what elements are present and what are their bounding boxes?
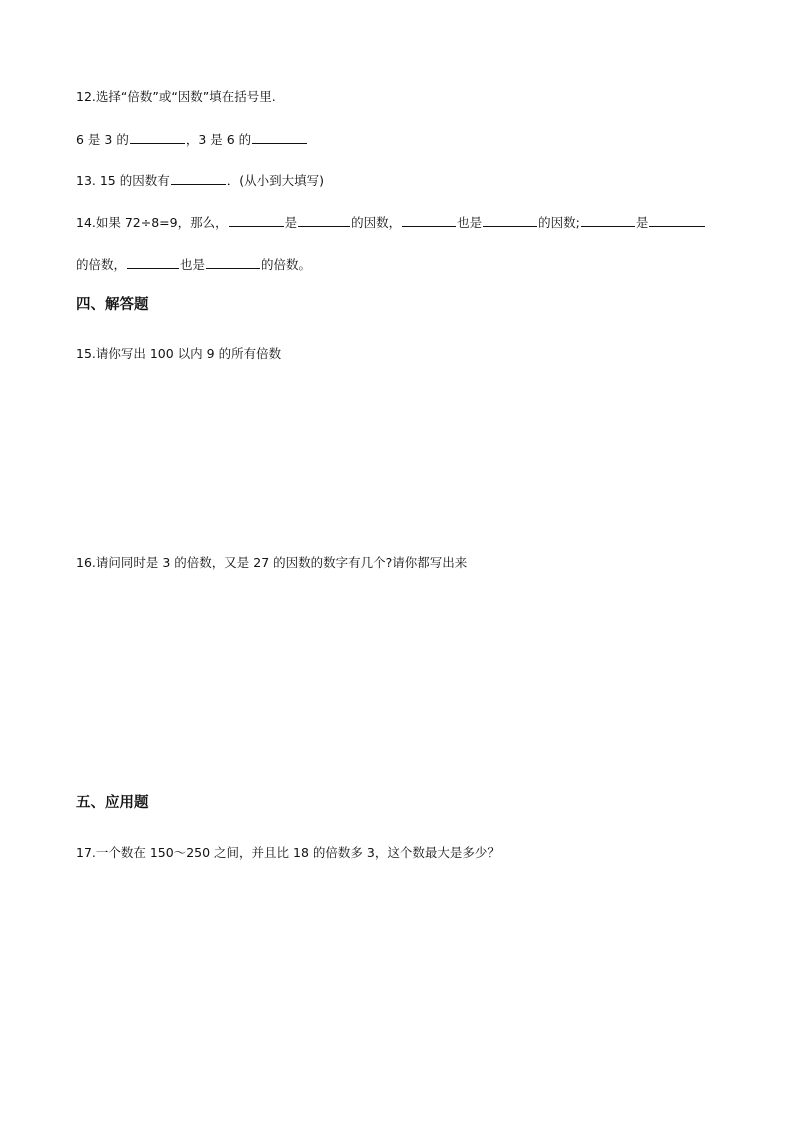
question-12-fill-line [76,131,308,148]
question-14-line-1 [76,214,706,231]
question-12-prompt [76,89,276,105]
question-14-factor-1: 的因数， [351,215,402,230]
answer-blank[interactable] [206,256,260,269]
question-14-is-1: 是 [284,215,298,230]
section-4-heading: 四、解答题 [76,297,149,313]
question-12-text: 12.选择“倍数”或“因数”填在括号里. [76,89,276,104]
answer-blank[interactable] [298,214,350,227]
answer-blank[interactable] [483,214,537,227]
question-13-prefix: 13. 15 的因数有 [76,173,170,188]
answer-blank[interactable] [402,214,456,227]
question-14-factor-2: 的因数; [538,215,580,230]
answer-blank[interactable] [127,256,179,269]
question-13 [76,172,324,189]
question-16: 16.请问同时是 3 的倍数，又是 27 的因数的数字有几个?请你都写出来 [76,555,468,570]
answer-blank[interactable] [252,131,307,144]
question-14-line2-start: 的倍数， [76,257,127,272]
answer-blank[interactable] [581,214,635,227]
question-12-part1-prefix: 6 是 3 的 [76,132,129,147]
answer-blank[interactable] [130,131,185,144]
question-12-part1-sep: ，3 是 6 的 [185,132,252,147]
question-13-suffix: ．(从小到大填写) [226,173,324,188]
question-15: 15.请你写出 100 以内 9 的所有倍数 [76,346,282,361]
answer-blank[interactable] [229,214,284,227]
question-17: 17.一个数在 150～250 之间，并且比 18 的倍数多 3，这个数最大是多少？ [76,845,500,860]
answer-blank[interactable] [649,214,705,227]
answer-blank[interactable] [171,172,226,185]
section-5-heading: 五、应用题 [76,795,149,811]
question-14-line-2 [76,256,311,273]
question-14-also-2: 也是 [180,257,206,272]
question-14-is-2: 是 [635,215,649,230]
question-14-also-1: 也是 [457,215,483,230]
question-14-multiple-end: 的倍数。 [261,257,312,272]
question-14-prefix: 14.如果 72÷8=9，那么， [76,215,228,230]
